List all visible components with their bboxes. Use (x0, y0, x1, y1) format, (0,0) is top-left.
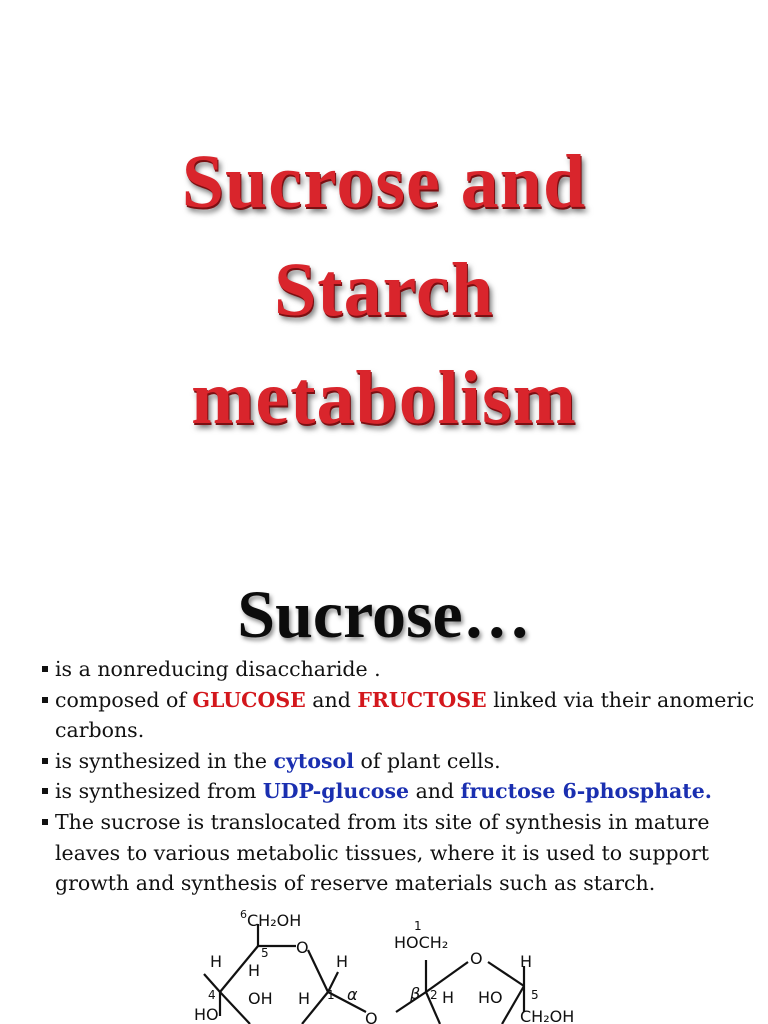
square-bullet-icon (42, 819, 48, 825)
title-line-1: Sucrose and (181, 140, 587, 224)
glucose-ring (204, 924, 366, 1024)
square-bullet-icon (42, 697, 48, 703)
bullet-text: is synthesized in the (55, 748, 274, 773)
square-bullet-icon (42, 666, 48, 672)
bullet-item (40, 685, 760, 746)
bullet-item (40, 654, 760, 685)
square-bullet-icon (42, 758, 48, 764)
label-oh-c3: OH (248, 989, 273, 1008)
label-c5: 5 (261, 946, 269, 960)
label-hoch2: HOCH₂ (394, 933, 449, 952)
label-h-d: H (298, 989, 311, 1008)
bullet-text: linked via their anomeric carbons. (55, 687, 755, 743)
square-bullet-icon (42, 788, 48, 794)
label-h-c: H (336, 952, 349, 971)
highlighted-term: cytosol (273, 748, 355, 773)
label-c4: 4 (208, 988, 216, 1002)
highlighted-term: UDP-glucose (262, 779, 410, 804)
label-beta: β (410, 984, 421, 1003)
bullet-item (40, 807, 760, 899)
label-glucose-ch2oh: CH₂OH (247, 911, 302, 930)
label-ho-fru: HO (478, 988, 503, 1007)
slide-title (0, 128, 768, 452)
bullet-text: The sucrose is translocated from its site of synthesis in mature leaves to various metabolic tissues, where it is used to support growth and synthesis of reserve materials such as starch. (55, 809, 710, 896)
bullet-item (40, 776, 760, 807)
label-bottom-ch2oh: CH₂OH (520, 1007, 575, 1024)
bond-o-c5 (488, 962, 524, 986)
label-h-e: H (520, 952, 533, 971)
bullet-text: and (305, 687, 358, 712)
section-heading: Sucrose… (237, 576, 531, 652)
highlighted-term: GLUCOSE (192, 687, 306, 712)
label-ring-o-left: O (296, 938, 309, 957)
title-line-2: Starch (274, 248, 494, 332)
label-h-f: H (442, 988, 455, 1007)
title-line-3: metabolism (191, 356, 577, 440)
bullet-text: is a nonreducing disaccharide . (55, 657, 381, 681)
label-ho-c4: HO (194, 1005, 219, 1024)
label-fructose-c1: 1 (414, 919, 422, 933)
bond-o-c1 (308, 950, 328, 992)
bullet-text: of plant cells. (354, 748, 501, 773)
highlighted-term: FRUCTOSE (357, 687, 487, 712)
label-c2: 2 (430, 988, 438, 1002)
bond-c4-c3 (220, 992, 250, 1024)
label-c5-fru: 5 (531, 988, 539, 1002)
label-bridge-o: O (365, 1009, 378, 1024)
bullet-list (40, 654, 760, 899)
bullet-text: is synthesized from (55, 779, 263, 804)
sucrose-structure-diagram (190, 904, 610, 1024)
bullet-item (40, 746, 760, 777)
label-glucose-c6: 6 (240, 908, 247, 921)
bullet-text: composed of (55, 687, 193, 712)
label-h-b: H (248, 961, 261, 980)
label-h-a: H (210, 952, 223, 971)
bullet-text: and (409, 779, 461, 804)
label-c1: 1 (327, 988, 335, 1002)
highlighted-term: fructose 6-phosphate. (460, 779, 712, 804)
label-ring-o-right: O (470, 949, 483, 968)
label-alpha: α (347, 985, 358, 1004)
